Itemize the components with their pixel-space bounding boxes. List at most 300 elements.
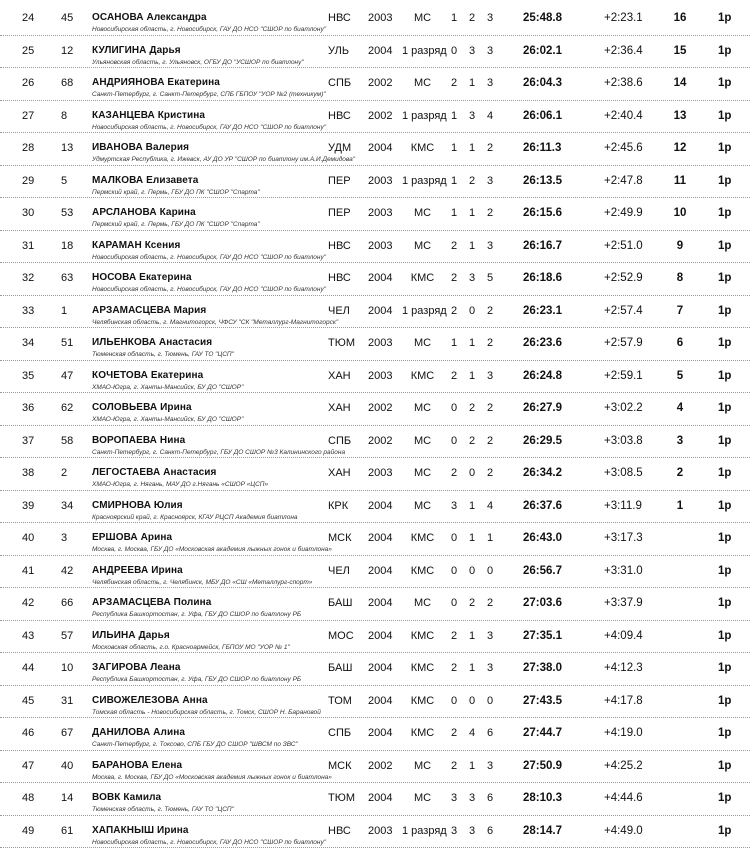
time-behind: +3:08.5 — [604, 467, 643, 479]
region-code: ТОМ — [328, 694, 352, 707]
birth-year: 2004 — [368, 499, 393, 512]
finish-time: 27:38.0 — [523, 662, 563, 674]
region-code: ПЕР — [328, 207, 351, 219]
penalty-total: 6 — [486, 792, 494, 804]
category: 1р — [718, 77, 732, 89]
organization: Санкт-Петербург, г. Токсово, СПБ ГБУ ДО СШОР "ШВСМ по ЗВС" — [92, 741, 298, 748]
place-cell: 33 — [22, 304, 35, 317]
place-cell: 25 — [22, 44, 35, 57]
sport-rank: 1 разряд — [402, 109, 447, 122]
place-cell: 42 — [22, 597, 35, 609]
penalty-standing: 3 — [468, 824, 476, 837]
bib-cell: 63 — [61, 272, 74, 284]
organization: Ульяновская область, г. Ульяновск, ОГБУ ДО "УСШОР по биатлону" — [92, 58, 304, 66]
place-cell: 38 — [22, 467, 35, 479]
time-behind: +2:59.1 — [604, 369, 643, 382]
category: 1р — [718, 564, 732, 577]
table-row — [0, 68, 750, 101]
place-cell: 48 — [22, 792, 35, 804]
bib-cell: 45 — [61, 12, 74, 24]
place-cell: 41 — [22, 564, 35, 577]
bib-cell: 57 — [61, 629, 74, 642]
penalty-prone: 0 — [450, 434, 458, 447]
cup-points: 14 — [673, 77, 687, 89]
birth-year: 2003 — [368, 467, 393, 479]
region-code: ХАН — [328, 369, 351, 382]
table-row — [0, 556, 750, 589]
organization: Московская область, г.о. Красноармейск, ГБПОУ МО "УОР № 1" — [92, 643, 290, 651]
penalty-total: 2 — [486, 337, 494, 349]
finish-time: 26:29.5 — [523, 434, 563, 447]
place-cell: 30 — [22, 207, 35, 219]
penalty-prone: 0 — [450, 564, 458, 577]
finish-time: 26:13.5 — [523, 174, 563, 187]
bib-cell: 68 — [61, 77, 74, 89]
finish-time: 26:04.3 — [523, 77, 563, 89]
birth-year: 2004 — [368, 142, 393, 154]
region-code: ЧЕЛ — [328, 304, 350, 317]
bib-cell: 58 — [61, 434, 74, 447]
organization: Тюменская область, г. Тюмень, ГАУ ТО "ЦСП" — [92, 806, 234, 813]
penalty-standing: 3 — [468, 44, 476, 57]
penalty-total: 6 — [486, 727, 494, 739]
sport-rank: МС — [413, 467, 432, 479]
athlete-name: НОСОВА Екатерина — [92, 272, 192, 283]
penalty-prone: 1 — [450, 174, 458, 187]
time-behind: +2:51.0 — [604, 239, 643, 252]
place-cell: 39 — [22, 499, 35, 512]
athlete-name: АНДРИЯНОВА Екатерина — [92, 77, 220, 88]
athlete-name: КОЧЕТОВА Екатерина — [92, 369, 204, 381]
birth-year: 2004 — [368, 564, 393, 577]
time-behind: +2:23.1 — [604, 12, 643, 24]
organization: Челябинская область, г. Магнитогорск, ЧФСУ "СК "Металлург-Магнитогорск" — [92, 318, 339, 326]
place-cell: 28 — [22, 142, 35, 154]
table-row — [0, 101, 750, 134]
penalty-standing: 1 — [468, 77, 476, 89]
place-cell: 32 — [22, 272, 35, 284]
table-row — [0, 393, 750, 426]
finish-time: 28:10.3 — [523, 792, 563, 804]
table-row — [0, 296, 750, 329]
penalty-total: 3 — [486, 44, 494, 57]
category: 1р — [718, 337, 732, 349]
athlete-name: ДАНИЛОВА Алина — [92, 727, 185, 738]
athlete-name: АРЗАМАСЦЕВА Мария — [92, 304, 207, 316]
table-row — [0, 621, 750, 654]
penalty-total: 0 — [486, 694, 494, 707]
penalty-total: 2 — [486, 207, 494, 219]
finish-time: 26:43.0 — [523, 532, 563, 544]
bib-cell: 2 — [61, 467, 68, 479]
region-code: НВС — [328, 239, 351, 252]
table-row — [0, 523, 750, 556]
birth-year: 2004 — [368, 662, 393, 674]
time-behind: +4:25.2 — [604, 759, 643, 772]
time-behind: +4:19.0 — [604, 727, 643, 739]
table-row — [0, 491, 750, 524]
organization: Москва, г. Москва, ГБУ ДО «Московская академия лыжных гонок и биатлона» — [92, 546, 332, 553]
penalty-standing: 1 — [468, 662, 476, 674]
birth-year: 2002 — [368, 759, 393, 772]
table-row — [0, 263, 750, 296]
bib-cell: 12 — [61, 44, 74, 57]
category: 1р — [718, 304, 732, 317]
birth-year: 2004 — [368, 272, 393, 284]
athlete-name: СИВОЖЕЛЕЗОВА Анна — [92, 694, 208, 706]
athlete-name: ХАПАКНЫШ Ирина — [92, 824, 189, 836]
finish-time: 26:37.6 — [523, 499, 563, 512]
table-row — [0, 458, 750, 491]
penalty-standing: 2 — [468, 597, 476, 609]
penalty-prone: 2 — [450, 369, 458, 382]
organization: Удмуртская Республика, г. Ижевск, АУ ДО УР "СШОР по биатлону им.А.И.Демидова" — [92, 156, 356, 163]
sport-rank: КМС — [410, 694, 435, 707]
cup-points: 9 — [676, 239, 684, 252]
athlete-name: ИЛЬЕНКОВА Анастасия — [92, 337, 213, 348]
cup-points: 5 — [676, 369, 684, 382]
birth-year: 2003 — [368, 207, 393, 219]
penalty-prone: 3 — [450, 499, 458, 512]
time-behind: +3:37.9 — [604, 597, 643, 609]
finish-time: 26:11.3 — [523, 142, 562, 154]
organization: Республика Башкортостан, г. Уфа, ГБУ ДО СШОР по биатлону РБ — [92, 611, 302, 618]
place-cell: 44 — [22, 662, 35, 674]
category: 1р — [718, 12, 732, 24]
bib-cell: 40 — [61, 759, 74, 772]
sport-rank: МС — [413, 499, 432, 512]
region-code: БАШ — [328, 662, 353, 674]
cup-points: 2 — [676, 467, 684, 479]
sport-rank: МС — [413, 597, 432, 609]
bib-cell: 13 — [61, 142, 74, 154]
penalty-total: 3 — [486, 77, 494, 89]
table-row — [0, 361, 750, 394]
region-code: ЧЕЛ — [328, 564, 350, 577]
finish-time: 27:50.9 — [523, 759, 563, 772]
category: 1р — [718, 207, 732, 219]
penalty-prone: 2 — [450, 272, 458, 284]
category: 1р — [718, 434, 732, 447]
table-row — [0, 133, 750, 166]
category: 1р — [718, 759, 732, 772]
athlete-name: ВОВК Камила — [92, 792, 162, 803]
table-row — [0, 816, 750, 849]
bib-cell: 42 — [61, 564, 74, 577]
athlete-name: ОСАНОВА Александра — [92, 12, 207, 23]
time-behind: +4:17.8 — [604, 694, 643, 707]
place-cell: 45 — [22, 694, 35, 707]
organization: ХМАО-Югра, г. Ханты-Мансийск, БУ ДО "СШОР" — [92, 383, 244, 391]
penalty-standing: 0 — [468, 694, 476, 707]
cup-points: 16 — [673, 12, 687, 24]
penalty-prone: 3 — [450, 824, 458, 837]
table-row — [0, 198, 750, 231]
sport-rank: КМС — [410, 727, 435, 739]
region-code: ПЕР — [328, 174, 351, 187]
place-cell: 27 — [22, 109, 35, 122]
category: 1р — [718, 174, 732, 187]
region-code: НВС — [328, 109, 351, 122]
penalty-prone: 0 — [450, 694, 458, 707]
time-behind: +4:49.0 — [604, 824, 643, 837]
category: 1р — [718, 467, 732, 479]
category: 1р — [718, 792, 732, 804]
penalty-total: 2 — [486, 142, 494, 154]
time-behind: +3:31.0 — [604, 564, 643, 577]
penalty-standing: 1 — [468, 759, 476, 772]
penalty-total: 3 — [486, 629, 494, 642]
sport-rank: 1 разряд — [402, 174, 447, 187]
penalty-prone: 1 — [450, 12, 458, 24]
birth-year: 2004 — [368, 304, 393, 317]
athlete-name: ЗАГИРОВА Леана — [92, 662, 181, 673]
region-code: ТЮМ — [328, 792, 355, 804]
penalty-prone: 2 — [450, 467, 458, 479]
time-behind: +2:36.4 — [604, 44, 643, 57]
organization: Новосибирская область, г. Новосибирск, ГАУ ДО НСО "СШОР по биатлону" — [92, 286, 327, 293]
category: 1р — [718, 629, 732, 642]
sport-rank: МС — [413, 207, 432, 219]
time-behind: +2:49.9 — [604, 207, 643, 219]
athlete-name: СОЛОВЬЕВА Ирина — [92, 402, 192, 413]
penalty-total: 1 — [486, 532, 494, 544]
time-behind: +2:52.9 — [604, 272, 643, 284]
sport-rank: МС — [413, 792, 432, 804]
sport-rank: 1 разряд — [402, 824, 447, 837]
place-cell: 24 — [22, 12, 35, 24]
birth-year: 2004 — [368, 532, 393, 544]
category: 1р — [718, 272, 732, 284]
bib-cell: 5 — [61, 174, 68, 187]
region-code: СПБ — [328, 727, 352, 739]
category: 1р — [718, 402, 732, 414]
penalty-total: 3 — [486, 662, 494, 674]
finish-time: 26:18.6 — [523, 272, 563, 284]
penalty-prone: 1 — [450, 142, 458, 154]
organization: Пермский край, г. Пермь, ГБУ ДО ПК "СШОР "Спарта" — [92, 188, 260, 196]
bib-cell: 10 — [61, 662, 74, 674]
category: 1р — [718, 597, 732, 609]
athlete-name: КАЗАНЦЕВА Кристина — [92, 109, 206, 121]
penalty-prone: 2 — [450, 304, 458, 317]
penalty-standing: 2 — [468, 434, 476, 447]
penalty-standing: 4 — [468, 727, 476, 739]
athlete-name: КАРАМАН Ксения — [92, 239, 181, 251]
bib-cell: 53 — [61, 207, 74, 219]
time-behind: +4:09.4 — [604, 629, 643, 642]
birth-year: 2003 — [368, 174, 393, 187]
athlete-name: КУЛИГИНА Дарья — [92, 44, 181, 56]
bib-cell: 34 — [61, 499, 74, 512]
sport-rank: КМС — [410, 629, 435, 642]
birth-year: 2003 — [368, 337, 393, 349]
bib-cell: 66 — [61, 597, 74, 609]
finish-time: 26:15.6 — [523, 207, 563, 219]
athlete-name: ИВАНОВА Валерия — [92, 142, 190, 153]
place-cell: 31 — [22, 239, 35, 252]
athlete-name: ЕРШОВА Арина — [92, 532, 173, 543]
birth-year: 2002 — [368, 402, 393, 414]
athlete-name: АНДРЕЕВА Ирина — [92, 564, 183, 576]
athlete-name: ВОРОПАЕВА Нина — [92, 434, 186, 446]
sport-rank: КМС — [410, 662, 435, 674]
penalty-standing: 1 — [468, 337, 476, 349]
penalty-total: 4 — [486, 109, 494, 122]
finish-time: 26:23.1 — [523, 304, 563, 317]
time-behind: +4:44.6 — [604, 792, 643, 804]
penalty-prone: 0 — [450, 532, 458, 544]
bib-cell: 1 — [61, 304, 68, 317]
region-code: КРК — [328, 499, 349, 512]
time-behind: +2:47.8 — [604, 174, 643, 187]
penalty-total: 2 — [486, 597, 494, 609]
place-cell: 43 — [22, 629, 35, 642]
birth-year: 2003 — [368, 239, 393, 252]
bib-cell: 67 — [61, 727, 74, 739]
athlete-name: МАЛКОВА Елизавета — [92, 174, 199, 186]
cup-points: 10 — [673, 207, 687, 219]
penalty-prone: 2 — [450, 77, 458, 89]
finish-time: 26:27.9 — [523, 402, 563, 414]
time-behind: +3:11.9 — [604, 499, 642, 512]
penalty-total: 2 — [486, 434, 494, 447]
category: 1р — [718, 109, 732, 122]
bib-cell: 14 — [61, 792, 74, 804]
athlete-name: ИЛЬИНА Дарья — [92, 629, 170, 641]
birth-year: 2002 — [368, 434, 393, 447]
penalty-prone: 3 — [450, 792, 458, 804]
penalty-total: 4 — [486, 499, 494, 512]
organization: Томская область - Новосибирская область, г. Томск, СШОР Н. Барановой — [92, 708, 321, 716]
region-code: БАШ — [328, 597, 353, 609]
organization: Новосибирская область, г. Новосибирск, ГАУ ДО НСО "СШОР по биатлону" — [92, 253, 327, 261]
organization: Санкт-Петербург, г. Санкт-Петербург, СПБ ГБПОУ "УОР №2 (техникум)" — [92, 91, 326, 98]
place-cell: 29 — [22, 174, 35, 187]
category: 1р — [718, 142, 732, 154]
table-row — [0, 166, 750, 199]
finish-time: 26:56.7 — [523, 564, 563, 577]
time-behind: +2:57.9 — [604, 337, 643, 349]
sport-rank: 1 разряд — [402, 304, 447, 317]
finish-time: 26:06.1 — [523, 109, 563, 122]
sport-rank: КМС — [410, 532, 435, 544]
birth-year: 2002 — [368, 109, 393, 122]
bib-cell: 61 — [61, 824, 74, 837]
time-behind: +2:45.6 — [604, 142, 643, 154]
cup-points: 4 — [676, 402, 684, 414]
athlete-name: АРСЛАНОВА Карина — [92, 207, 196, 218]
athlete-name: АРЗАМАСЦЕВА Полина — [92, 597, 212, 608]
penalty-prone: 0 — [450, 44, 458, 57]
time-behind: +2:38.6 — [604, 77, 643, 89]
organization: Тюменская область, г. Тюмень, ГАУ ТО "ЦСП" — [92, 351, 234, 358]
penalty-standing: 1 — [468, 369, 476, 382]
bib-cell: 47 — [61, 369, 74, 382]
birth-year: 2003 — [368, 824, 393, 837]
category: 1р — [718, 239, 732, 252]
bib-cell: 18 — [61, 239, 74, 252]
penalty-total: 3 — [486, 174, 494, 187]
penalty-standing: 2 — [468, 174, 476, 187]
organization: Санкт-Петербург, г. Санкт-Петербург, ГБУ ДО СШОР №3 Калининского района — [92, 448, 346, 456]
athlete-name: СМИРНОВА Юлия — [92, 499, 183, 511]
penalty-standing: 1 — [468, 629, 476, 642]
sport-rank: МС — [413, 337, 432, 349]
table-row — [0, 718, 750, 751]
bib-cell: 62 — [61, 402, 74, 414]
cup-points: 12 — [673, 142, 687, 154]
organization: Пермский край, г. Пермь, ГБУ ДО ПК "СШОР "Спарта" — [92, 221, 260, 228]
finish-time: 27:35.1 — [523, 629, 563, 642]
finish-time: 26:23.6 — [523, 337, 563, 349]
penalty-prone: 0 — [450, 597, 458, 609]
organization: ХМАО-Югра, г. Ханты-Мансийск, БУ ДО "СШОР" — [92, 416, 244, 423]
penalty-total: 2 — [486, 402, 494, 414]
penalty-prone: 2 — [450, 239, 458, 252]
place-cell: 26 — [22, 77, 35, 89]
category: 1р — [718, 369, 732, 382]
penalty-total: 6 — [486, 824, 494, 837]
organization: Москва, г. Москва, ГБУ ДО «Московская академия лыжных гонок и биатлона» — [92, 773, 332, 781]
category: 1р — [718, 694, 732, 707]
table-row — [0, 426, 750, 459]
time-behind: +3:03.8 — [604, 434, 643, 447]
penalty-prone: 1 — [450, 207, 458, 219]
penalty-total: 3 — [486, 239, 494, 252]
place-cell: 49 — [22, 824, 35, 837]
organization: Новосибирская область, г. Новосибирск, ГАУ ДО НСО "СШОР по биатлону" — [92, 838, 327, 846]
region-code: ХАН — [328, 467, 351, 479]
cup-points: 6 — [676, 337, 684, 349]
penalty-standing: 0 — [468, 304, 476, 317]
penalty-prone: 2 — [450, 727, 458, 739]
finish-time: 26:34.2 — [523, 467, 563, 479]
birth-year: 2003 — [368, 369, 393, 382]
penalty-standing: 2 — [468, 402, 476, 414]
category: 1р — [718, 662, 732, 674]
table-row — [0, 328, 750, 361]
category: 1р — [718, 824, 732, 837]
organization: Республика Башкортостан, г. Уфа, ГБУ ДО СШОР по биатлону РБ — [92, 676, 302, 683]
region-code: ТЮМ — [328, 337, 355, 349]
sport-rank: МС — [413, 12, 432, 24]
sport-rank: МС — [413, 77, 432, 89]
table-row — [0, 751, 750, 784]
penalty-standing: 1 — [468, 239, 476, 252]
penalty-total: 5 — [486, 272, 494, 284]
sport-rank: МС — [413, 759, 432, 772]
penalty-standing: 0 — [468, 467, 476, 479]
cup-points: 3 — [676, 434, 684, 447]
region-code: НВС — [328, 12, 351, 24]
penalty-standing: 3 — [468, 109, 476, 122]
penalty-total: 2 — [486, 467, 494, 479]
place-cell: 34 — [22, 337, 35, 349]
place-cell: 37 — [22, 434, 35, 447]
athlete-name: ЛЕГОСТАЕВА Анастасия — [92, 467, 217, 478]
penalty-standing: 1 — [468, 532, 476, 544]
sport-rank: 1 разряд — [402, 44, 447, 57]
penalty-prone: 1 — [450, 109, 458, 122]
time-behind: +3:02.2 — [604, 402, 643, 414]
region-code: СПБ — [328, 434, 352, 447]
birth-year: 2002 — [368, 77, 393, 89]
bib-cell: 51 — [61, 337, 74, 349]
category: 1р — [718, 532, 732, 544]
birth-year: 2004 — [368, 44, 393, 57]
sport-rank: КМС — [410, 272, 435, 284]
